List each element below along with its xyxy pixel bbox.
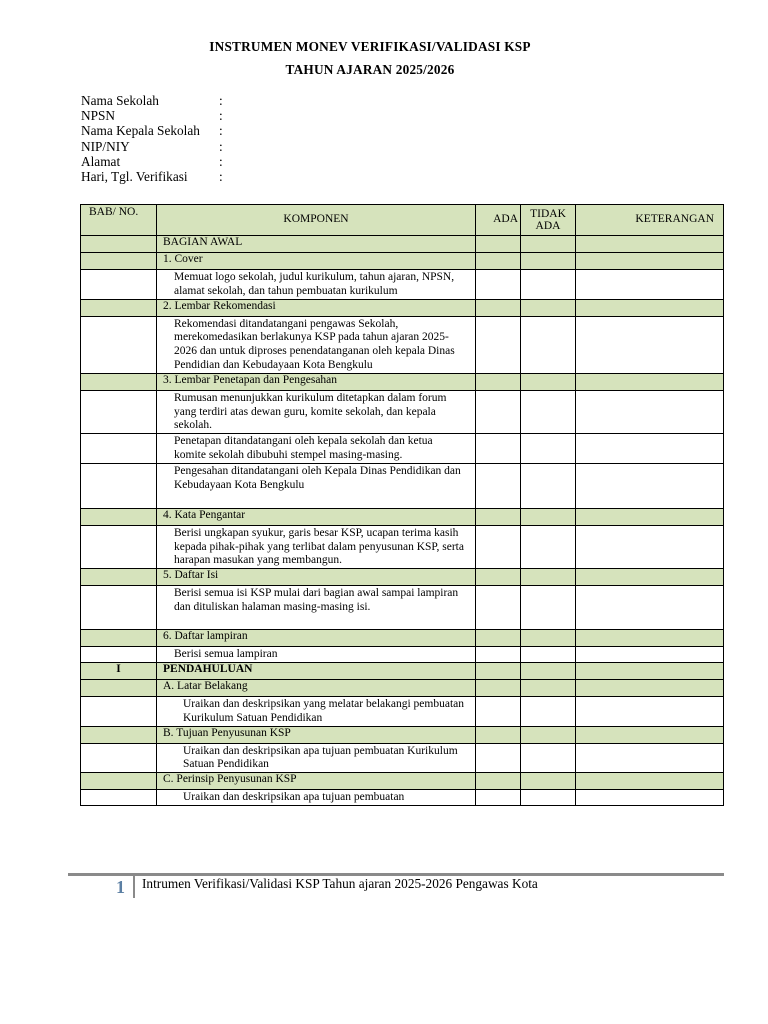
cell-komponen: 5. Daftar Isi <box>157 569 476 586</box>
cell-tidak-ada <box>521 696 576 726</box>
cell-komponen: 6. Daftar lampiran <box>157 630 476 647</box>
cell-keterangan <box>576 390 724 433</box>
cell-bab-no <box>81 316 157 373</box>
cell-ada <box>476 679 521 696</box>
info-colon: : <box>219 153 223 169</box>
cell-bab-no <box>81 586 157 630</box>
header-komponen: KOMPONEN <box>157 205 476 236</box>
cell-komponen: Berisi semua isi KSP mulai dari bagian awal sampai lampiran dan dituliskan halaman masing-masing isi. <box>157 586 476 630</box>
document-subtitle: TAHUN AJARAN 2025/2026 <box>285 62 455 77</box>
cell-tidak-ada <box>521 434 576 464</box>
section-row <box>81 679 724 696</box>
cell-ada <box>476 508 521 525</box>
school-info-block <box>81 93 221 184</box>
table-row <box>81 390 724 433</box>
cell-keterangan <box>576 270 724 300</box>
cell-keterangan <box>576 696 724 726</box>
section-row <box>81 662 724 679</box>
cell-tidak-ada <box>521 299 576 316</box>
cell-ada <box>476 270 521 300</box>
section-row <box>81 253 724 270</box>
cell-keterangan <box>576 679 724 696</box>
table-row <box>81 270 724 300</box>
cell-ada <box>476 790 521 806</box>
cell-bab-no <box>81 508 157 525</box>
cell-keterangan <box>576 434 724 464</box>
info-label: NIP/NIY <box>81 138 130 154</box>
cell-tidak-ada <box>521 726 576 743</box>
cell-komponen: B. Tujuan Penyusunan KSP <box>157 726 476 743</box>
table-row <box>81 463 724 508</box>
cell-ada <box>476 647 521 663</box>
cell-komponen: 4. Kata Pengantar <box>157 508 476 525</box>
cell-tidak-ada <box>521 662 576 679</box>
cell-keterangan <box>576 647 724 663</box>
cell-tidak-ada <box>521 586 576 630</box>
cell-bab-no <box>81 647 157 663</box>
cell-ada <box>476 316 521 373</box>
cell-tidak-ada <box>521 373 576 390</box>
cell-komponen: Penetapan ditandatangani oleh kepala sekolah dan ketua komite sekolah dibubuhi stempel masing-masing. <box>157 434 476 464</box>
cell-bab-no <box>81 679 157 696</box>
cell-keterangan <box>576 373 724 390</box>
cell-keterangan <box>576 662 724 679</box>
cell-ada <box>476 773 521 790</box>
table-row <box>81 316 724 373</box>
cell-bab-no <box>81 726 157 743</box>
table-row <box>81 586 724 630</box>
section-row <box>81 508 724 525</box>
cell-tidak-ada <box>521 743 576 773</box>
cell-komponen: C. Perinsip Penyusunan KSP <box>157 773 476 790</box>
cell-keterangan <box>576 569 724 586</box>
cell-ada <box>476 586 521 630</box>
cell-tidak-ada <box>521 525 576 568</box>
info-colon: : <box>219 138 223 154</box>
header-bab: BAB/ NO. <box>81 205 157 236</box>
cell-bab-no <box>81 373 157 390</box>
page-number: 1 <box>116 877 125 897</box>
section-row <box>81 630 724 647</box>
table-row <box>81 743 724 773</box>
info-row-kepala-sekolah <box>81 123 221 138</box>
cell-komponen: Pengesahan ditandatangani oleh Kepala Dinas Pendidikan dan Kebudayaan Kota Bengkulu <box>157 463 476 508</box>
cell-keterangan <box>576 253 724 270</box>
info-row-nip <box>81 139 221 154</box>
cell-ada <box>476 630 521 647</box>
cell-ada <box>476 253 521 270</box>
cell-bab-no <box>81 434 157 464</box>
cell-tidak-ada <box>521 773 576 790</box>
table-row <box>81 790 724 806</box>
cell-ada <box>476 236 521 253</box>
table-header-row <box>81 205 724 236</box>
cell-bab-no <box>81 390 157 433</box>
cell-tidak-ada <box>521 463 576 508</box>
cell-tidak-ada <box>521 508 576 525</box>
cell-ada <box>476 390 521 433</box>
cell-komponen: PENDAHULUAN <box>157 662 476 679</box>
cell-komponen: BAGIAN AWAL <box>157 236 476 253</box>
cell-bab-no <box>81 630 157 647</box>
cell-tidak-ada <box>521 270 576 300</box>
cell-tidak-ada <box>521 647 576 663</box>
cell-bab-no <box>81 790 157 806</box>
info-colon: : <box>219 123 223 139</box>
info-row-npsn <box>81 108 221 123</box>
cell-komponen: Berisi ungkapan syukur, garis besar KSP, ucapan terima kasih kepada pihak-pihak yang terlibat dalam penyusunan KSP, serta harapan masukan yang membangun. <box>157 525 476 568</box>
cell-ada <box>476 696 521 726</box>
cell-keterangan <box>576 743 724 773</box>
cell-bab-no <box>81 270 157 300</box>
table-row <box>81 434 724 464</box>
info-row-alamat <box>81 154 221 169</box>
cell-tidak-ada <box>521 390 576 433</box>
cell-keterangan <box>576 508 724 525</box>
cell-ada <box>476 743 521 773</box>
cell-komponen: Uraikan dan deskripsikan apa tujuan pembuatan <box>157 790 476 806</box>
info-colon: : <box>219 108 223 124</box>
cell-ada <box>476 434 521 464</box>
cell-tidak-ada <box>521 679 576 696</box>
header-tidak-ada: TIDAK ADA <box>521 205 576 236</box>
info-label: Nama Kepala Sekolah <box>81 123 200 139</box>
footer-text: Intrumen Verifikasi/Validasi KSP Tahun ajaran 2025-2026 Pengawas Kota <box>142 876 538 891</box>
cell-tidak-ada <box>521 790 576 806</box>
cell-ada <box>476 569 521 586</box>
document-title: INSTRUMEN MONEV VERIFIKASI/VALIDASI KSP <box>209 39 531 54</box>
table-body <box>81 236 724 806</box>
cell-keterangan <box>576 773 724 790</box>
cell-ada <box>476 525 521 568</box>
cell-bab-no <box>81 236 157 253</box>
info-label: Hari, Tgl. Verifikasi <box>81 168 188 184</box>
info-colon: : <box>219 93 223 108</box>
cell-bab-no <box>81 696 157 726</box>
table-row <box>81 525 724 568</box>
cell-keterangan <box>576 463 724 508</box>
cell-tidak-ada <box>521 569 576 586</box>
cell-tidak-ada <box>521 253 576 270</box>
cell-tidak-ada <box>521 236 576 253</box>
section-row <box>81 236 724 253</box>
cell-keterangan <box>576 630 724 647</box>
section-row <box>81 299 724 316</box>
section-row <box>81 373 724 390</box>
cell-komponen: Uraikan dan deskripsikan apa tujuan pembuatan Kurikulum Satuan Pendidikan <box>157 743 476 773</box>
cell-bab-no <box>81 253 157 270</box>
section-row <box>81 569 724 586</box>
cell-bab-no <box>81 773 157 790</box>
cell-keterangan <box>576 316 724 373</box>
cell-ada <box>476 726 521 743</box>
info-label: Nama Sekolah <box>81 93 159 108</box>
cell-tidak-ada <box>521 316 576 373</box>
cell-tidak-ada <box>521 630 576 647</box>
table-row <box>81 647 724 663</box>
cell-komponen: 3. Lembar Penetapan dan Pengesahan <box>157 373 476 390</box>
cell-komponen: 1. Cover <box>157 253 476 270</box>
cell-komponen: A. Latar Belakang <box>157 679 476 696</box>
cell-komponen: 2. Lembar Rekomendasi <box>157 299 476 316</box>
info-row-nama-sekolah <box>81 93 221 108</box>
info-label: NPSN <box>81 108 115 124</box>
footer-divider <box>133 876 135 898</box>
cell-ada <box>476 662 521 679</box>
section-row <box>81 773 724 790</box>
cell-komponen: Rumusan menunjukkan kurikulum ditetapkan dalam forum yang terdiri atas dewan guru, komite sekolah, dan kepala sekolah. <box>157 390 476 433</box>
info-colon: : <box>219 168 223 184</box>
cell-keterangan <box>576 790 724 806</box>
cell-bab-no <box>81 463 157 508</box>
cell-bab-no: I <box>81 662 157 679</box>
cell-keterangan <box>576 586 724 630</box>
cell-komponen: Rekomendasi ditandatangani pengawas Sekolah, merekomedasikan berlakunya KSP pada tahun ajaran 2025-2026 dan untuk diproses penendatanganan oleh kepala Dinas Pendidian dan Kebudayaan Kota Bengkulu <box>157 316 476 373</box>
section-row <box>81 726 724 743</box>
cell-ada <box>476 299 521 316</box>
cell-ada <box>476 373 521 390</box>
cell-ada <box>476 463 521 508</box>
cell-keterangan <box>576 525 724 568</box>
cell-bab-no <box>81 525 157 568</box>
cell-komponen: Berisi semua lampiran <box>157 647 476 663</box>
cell-bab-no <box>81 569 157 586</box>
header-keterangan: KETERANGAN <box>576 205 724 236</box>
info-row-tanggal <box>81 169 221 184</box>
cell-keterangan <box>576 726 724 743</box>
verification-table <box>80 204 724 806</box>
cell-bab-no <box>81 743 157 773</box>
header-ada: ADA <box>476 205 521 236</box>
cell-keterangan <box>576 236 724 253</box>
info-label: Alamat <box>81 153 121 169</box>
cell-keterangan <box>576 299 724 316</box>
table-row <box>81 696 724 726</box>
cell-komponen: Uraikan dan deskripsikan yang melatar belakangi pembuatan Kurikulum Satuan Pendidikan <box>157 696 476 726</box>
cell-komponen: Memuat logo sekolah, judul kurikulum, tahun ajaran, NPSN, alamat sekolah, dan tahun pembuatan kurikulum <box>157 270 476 300</box>
cell-bab-no <box>81 299 157 316</box>
